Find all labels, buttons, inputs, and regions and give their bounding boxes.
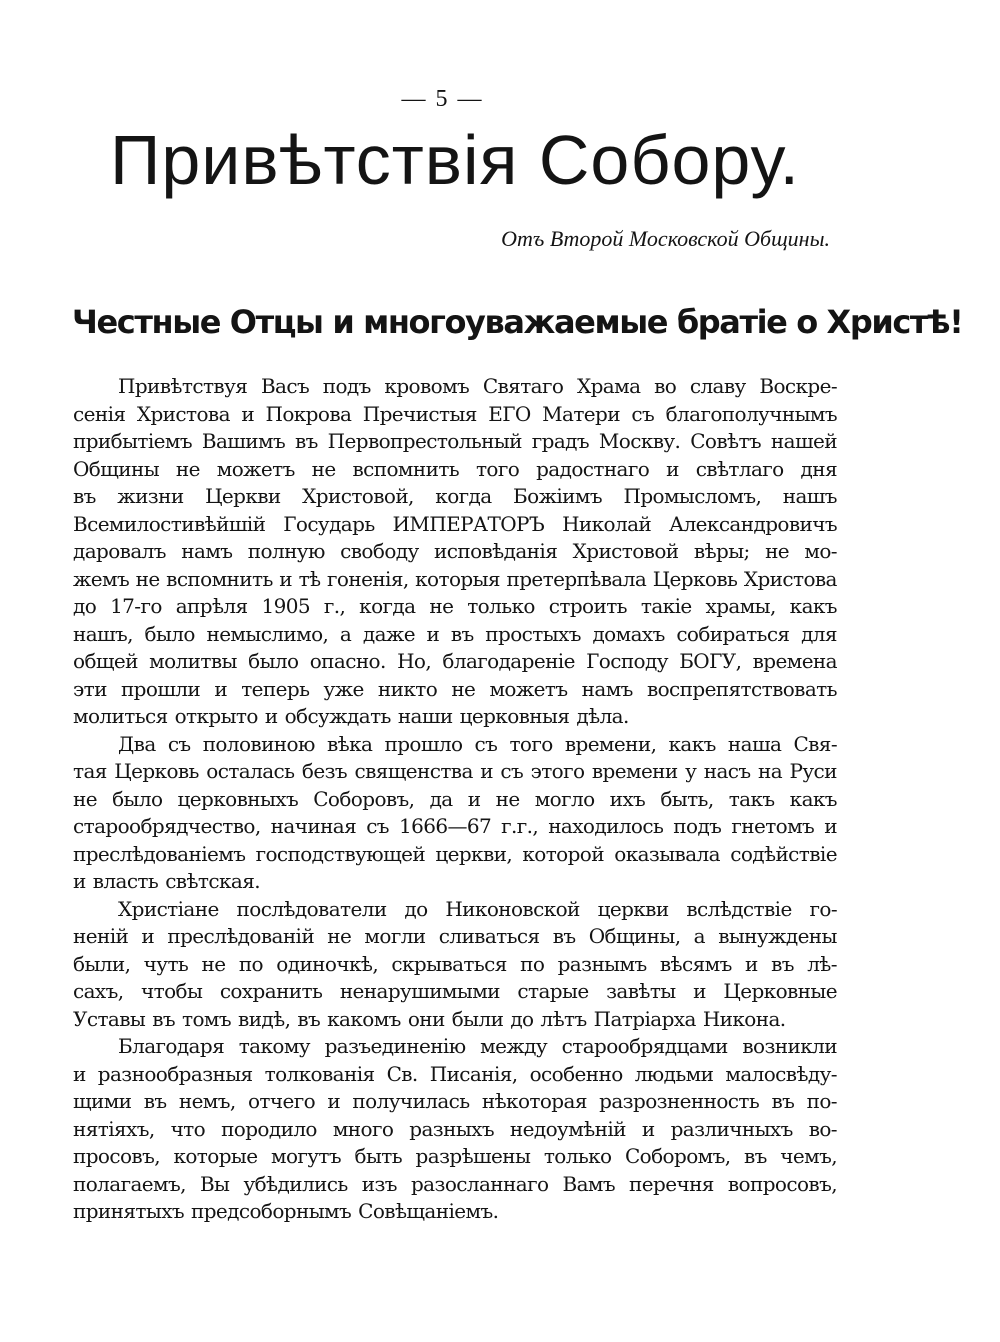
text-line: Всемилостивѣйшій Государь ИМПЕРАТОРЪ Николай Александровичъ [73,511,837,536]
text-line: жемъ не вспомнить и тѣ гоненія, которыя претерпѣвала Церковь Христова [73,566,837,591]
body-text [73,373,837,1226]
text-line: щими въ немъ, отчего и получилась нѣкоторая разрозненность въ по- [73,1089,837,1113]
text-line: тая Церковь осталась безъ священства и съ этого времени у насъ на Руси [73,759,837,783]
text-line: были, чуть не по одиночкѣ, скрываться по разнымъ вѣсямъ и въ лѣ- [73,951,837,976]
text-line: полагаемъ, Вы убѣдились изъ разосланнаго Вамъ перечня вопросовъ, [73,1171,837,1196]
text-line: Благодаря такому разъединенію между старообрядцами возникли [118,1034,837,1058]
text-line: преслѣдованіемъ господствующей церкви, которой оказывала содѣйствіе [73,841,837,866]
paragraph [73,896,837,1034]
text-line: молиться открыто и обсуждать наши церковныя дѣла. [73,704,629,728]
text-line: не было церковныхъ Соборовъ, да и не могло ихъ быть, такъ какъ [73,786,837,811]
paragraph [73,1033,837,1226]
text-line: въ жизни Церкви Христовой, когда Божіимъ Промысломъ, нашъ [73,484,837,508]
text-line: и разнообразныя толкованія Св. Писанія, особенно людьми малосвѣду- [73,1061,837,1086]
text-line: неній и преслѣдованій не могли сливаться въ Общины, а вынуждены [73,924,837,948]
text-line: Уставы въ томъ видѣ, въ какомъ они были до лѣтъ Патріарха Никона. [73,1006,786,1031]
text-line: эти прошли и теперь уже никто не можетъ намъ воспрепятствовать [73,676,837,701]
paragraph [73,373,837,731]
text-line: Два съ половиною вѣка прошло съ того времени, какъ наша Свя- [118,731,837,756]
text-line: и власть свѣтская. [73,869,260,893]
text-line: даровалъ намъ полную свободу исповѣданія Христовой вѣры; не мо- [73,539,837,563]
page-title: Привѣтствія Собору. [110,121,800,199]
text-line: старообрядчество, начиная съ 1666—67 г.г., находилось подъ гнетомъ и [73,814,837,838]
text-line: сенія Христова и Покрова Пречистыя ЕГО Матери съ благополучнымъ [73,401,837,426]
text-line: Привѣтствуя Васъ подъ кровомъ Святаго Храма во славу Воскре- [118,374,837,398]
text-line: прибытіемъ Вашимъ въ Первопрестольный градъ Москву. Совѣтъ нашей [73,429,837,453]
text-line: нашъ, было немыслимо, а даже и въ простыхъ домахъ собираться для [73,621,837,646]
text-line: сахъ, чтобы сохранить ненарушимыми старые завѣты и Церковные [73,979,837,1003]
text-line: принятыхъ предсоборнымъ Совѣщаніемъ. [73,1199,499,1223]
text-line: общей молитвы было опасно. Но, благодареніе Господу БОГУ, времена [73,649,837,673]
text-line: просовъ, которые могутъ быть разрѣшены только Соборомъ, въ чемъ, [73,1144,837,1168]
subtitle: Отъ Второй Московской Общины. [501,226,830,251]
text-line: Христіане послѣдователи до Никоновской церкви вслѣдствіе го- [118,896,837,921]
text-line: Общины не можетъ не вспомнить того радостнаго и свѣтлаго дня [73,456,837,481]
text-line: до 17-го апрѣля 1905 г., когда не только строить такіе храмы, какъ [73,594,837,618]
paragraph [73,731,837,896]
salutation-heading: Честные Отцы и многоуважаемые братіе о Христѣ! [72,303,963,341]
text-line: нятіяхъ, что породило много разныхъ недоумѣній и различныхъ во- [73,1116,837,1141]
page-number: — 5 — [401,86,484,112]
